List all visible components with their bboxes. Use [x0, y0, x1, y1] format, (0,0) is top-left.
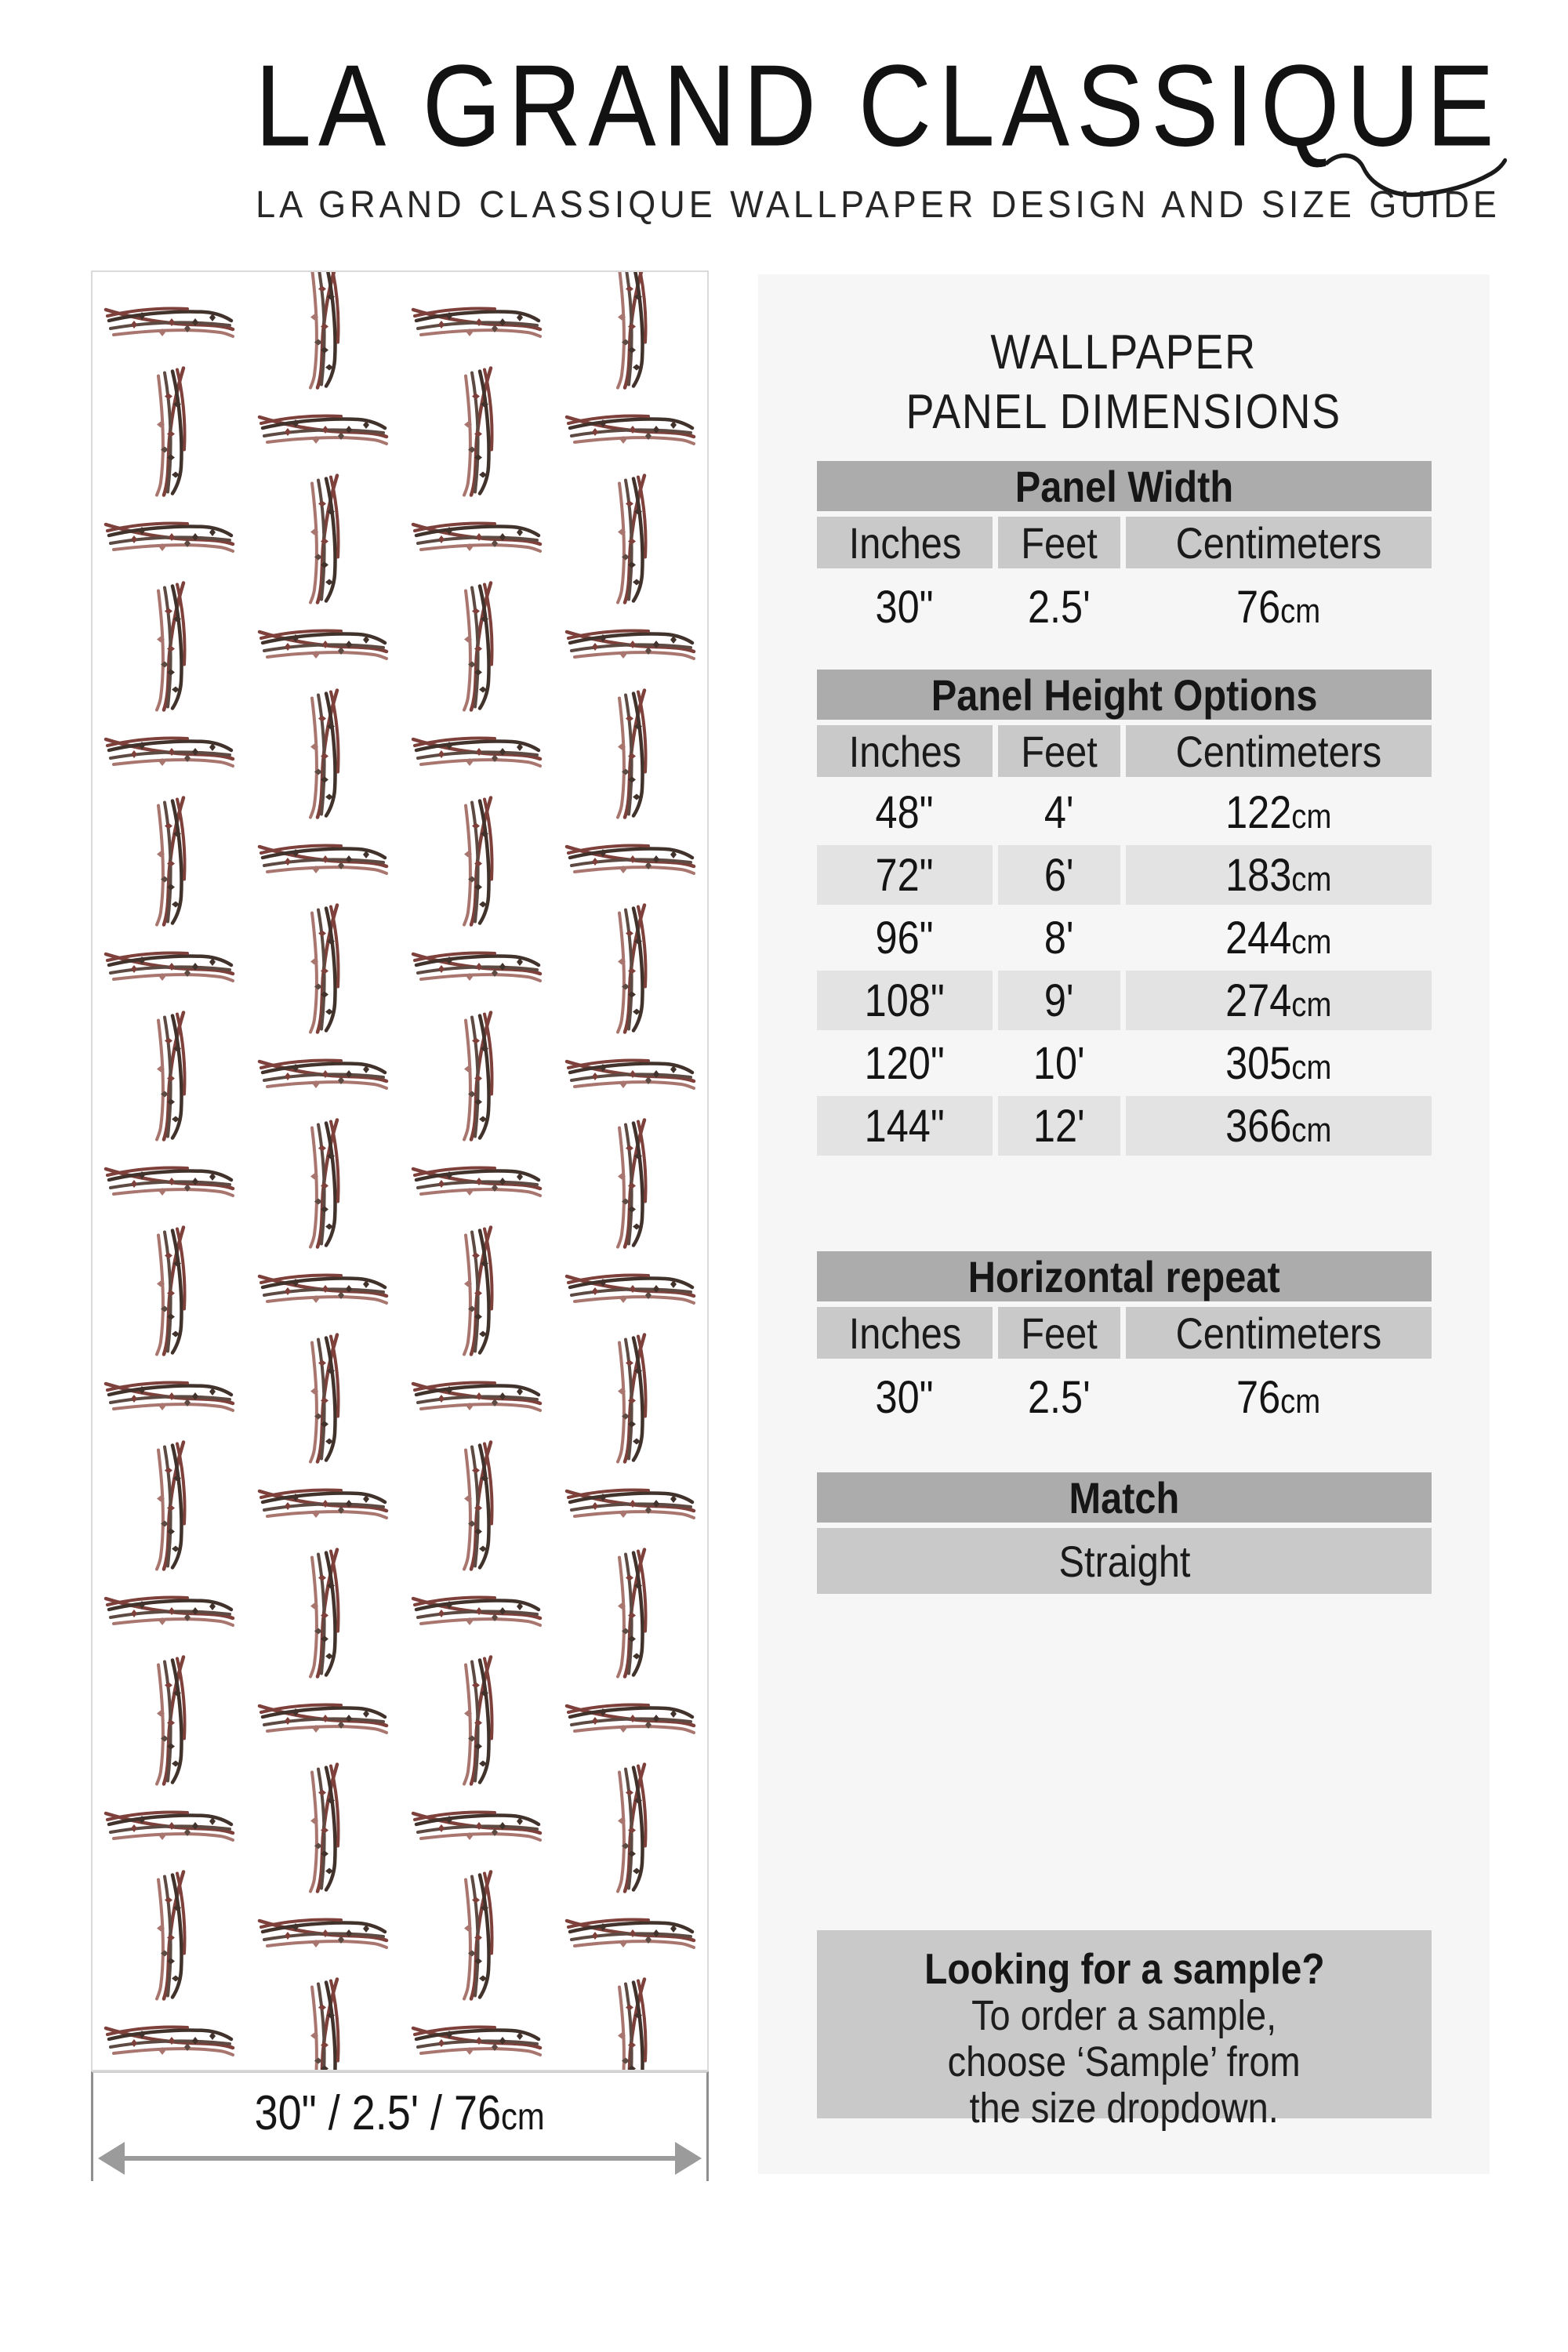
height-feet: 4' [1044, 786, 1074, 838]
height-inches: 108" [817, 971, 993, 1030]
twig-motif-vertical [146, 1859, 193, 2012]
height-inches: 144" [817, 1096, 993, 1156]
width-dimension-area [91, 2071, 709, 2181]
twig-motif-horizontal [103, 1804, 236, 1851]
twig-motif-vertical [299, 1966, 347, 2072]
twig-motif-vertical [607, 1107, 654, 1260]
twig-motif-horizontal [103, 300, 236, 347]
sample-note-box [817, 1930, 1432, 2132]
twig-motif-horizontal [564, 622, 697, 670]
match-header: Match [817, 1472, 1432, 1523]
twig-motif-horizontal [564, 1052, 697, 1099]
panel-width-value-row [817, 574, 1432, 640]
horizontal-repeat-header: Horizontal repeat [817, 1251, 1432, 1301]
twig-motif-vertical [453, 785, 500, 938]
twig-motif-horizontal [410, 1804, 543, 1851]
twig-motif-horizontal [103, 730, 236, 777]
specs-heading-line1: WALLPAPER [990, 325, 1258, 379]
height-cm: 244cm [1225, 912, 1332, 964]
panel-width-cm: 76cm [1236, 581, 1321, 633]
arrow-left-icon [98, 2142, 125, 2175]
twig-motif-horizontal [410, 1374, 543, 1421]
twig-motif-horizontal [410, 300, 543, 347]
twig-motif-horizontal [103, 945, 236, 992]
specs-heading [758, 323, 1490, 442]
page-title [255, 39, 1501, 172]
height-feet: 6' [998, 845, 1120, 905]
wallpaper-pattern [91, 270, 709, 2071]
twig-motif-vertical [453, 570, 500, 723]
arrow-right-icon [675, 2142, 702, 2175]
twig-motif-vertical [299, 1751, 347, 1904]
twig-motif-horizontal [256, 1697, 390, 1744]
header [188, 39, 1568, 225]
sample-note-line: choose ‘Sample’ from [948, 2038, 1301, 2085]
horizontal-repeat-value-row [817, 1364, 1432, 1430]
twig-motif-horizontal [410, 1160, 543, 1207]
twig-motif-horizontal [410, 2019, 543, 2066]
repeat-cm: 76cm [1236, 1371, 1321, 1423]
twig-motif-vertical [146, 1000, 193, 1152]
twig-motif-horizontal [410, 945, 543, 992]
unit-centimeters: Centimeters [1126, 725, 1432, 777]
sample-note-line: To order a sample, [971, 1992, 1277, 2039]
twig-motif-horizontal [256, 1267, 390, 1314]
twig-motif-vertical [453, 1214, 500, 1367]
twig-motif-horizontal [256, 1911, 390, 1958]
unit-feet: Feet [998, 725, 1120, 777]
twig-motif-horizontal [103, 2019, 236, 2066]
twig-motif-horizontal [564, 408, 697, 455]
height-cm: 122cm [1225, 786, 1332, 838]
height-cm: 305cm [1225, 1037, 1332, 1089]
unit-inches: Inches [817, 1307, 993, 1359]
height-feet: 8' [1044, 912, 1074, 964]
twig-motif-horizontal [564, 1697, 697, 1744]
twig-motif-vertical [146, 355, 193, 508]
unit-inches: Inches [817, 517, 993, 568]
twig-motif-horizontal [410, 1589, 543, 1636]
height-feet: 12' [998, 1096, 1120, 1156]
match-value: Straight [817, 1528, 1432, 1594]
twig-motif-horizontal [564, 1482, 697, 1529]
page-title-text: LA GRAND CLASSIQUE [255, 41, 1501, 170]
twig-motif-vertical [299, 463, 347, 615]
height-inches: 48" [875, 786, 935, 838]
twig-motif-horizontal [256, 408, 390, 455]
height-feet: 10' [1033, 1037, 1085, 1089]
width-dimension-value: 30" / 2.5' / 76 [254, 2086, 502, 2140]
sample-note-title: Looking for a sample? [924, 1944, 1325, 1993]
panel-height-row [817, 782, 1432, 842]
panel-width-unit-row [817, 517, 1432, 568]
twig-motif-vertical [607, 892, 654, 1045]
twig-motif-vertical [299, 1537, 347, 1690]
height-inches: 72" [817, 845, 993, 905]
panel-height-row [817, 845, 1432, 905]
twig-motif-vertical [299, 677, 347, 830]
twig-motif-horizontal [256, 622, 390, 670]
twig-motif-horizontal [410, 730, 543, 777]
twig-motif-horizontal [103, 1374, 236, 1421]
twig-motif-vertical [607, 1322, 654, 1475]
height-cm: 183cm [1126, 845, 1432, 905]
unit-feet: Feet [998, 1307, 1120, 1359]
specs-panel [758, 274, 1490, 2174]
height-inches: 96" [875, 912, 935, 964]
twig-motif-vertical [453, 1859, 500, 2012]
wallpaper-preview [91, 270, 709, 2181]
twig-motif-vertical [299, 270, 347, 401]
panel-height-row [817, 971, 1432, 1030]
sample-note-line: the size dropdown. [969, 2085, 1279, 2132]
height-feet: 9' [998, 971, 1120, 1030]
height-cm: 274cm [1126, 971, 1432, 1030]
unit-feet: Feet [998, 517, 1120, 568]
twig-motif-horizontal [103, 1589, 236, 1636]
panel-height-row [817, 1033, 1432, 1093]
width-arrow-shaft [120, 2156, 680, 2161]
twig-motif-vertical [299, 1107, 347, 1260]
twig-motif-vertical [146, 1644, 193, 1797]
panel-width-header: Panel Width [817, 461, 1432, 511]
twig-motif-horizontal [564, 837, 697, 884]
panel-height-row [817, 908, 1432, 967]
horizontal-repeat-unit-row [817, 1307, 1432, 1359]
twig-motif-vertical [453, 1000, 500, 1152]
width-dimension-label [93, 2085, 706, 2141]
twig-motif-vertical [299, 892, 347, 1045]
twig-motif-vertical [146, 570, 193, 723]
twig-motif-vertical [453, 355, 500, 508]
twig-motif-vertical [607, 1751, 654, 1904]
twig-motif-horizontal [103, 1160, 236, 1207]
height-inches: 120" [864, 1037, 946, 1089]
twig-motif-vertical [299, 1322, 347, 1475]
panel-width-feet: 2.5' [1028, 581, 1091, 633]
height-cm: 366cm [1126, 1096, 1432, 1156]
width-dimension-unit: cm [501, 2096, 546, 2138]
specs-heading-line2: PANEL DIMENSIONS [906, 385, 1342, 439]
twig-motif-vertical [146, 1429, 193, 1582]
twig-motif-vertical [146, 785, 193, 938]
twig-motif-vertical [453, 1644, 500, 1797]
unit-centimeters: Centimeters [1126, 517, 1432, 568]
twig-motif-horizontal [410, 515, 543, 562]
panel-height-header: Panel Height Options [817, 670, 1432, 720]
twig-motif-horizontal [256, 1482, 390, 1529]
twig-motif-vertical [607, 1537, 654, 1690]
twig-motif-horizontal [103, 515, 236, 562]
panel-width-inches: 30" [875, 581, 935, 633]
twig-motif-vertical [607, 1966, 654, 2072]
twig-motif-vertical [453, 1429, 500, 1582]
twig-motif-horizontal [256, 837, 390, 884]
twig-motif-horizontal [256, 1052, 390, 1099]
repeat-feet: 2.5' [1028, 1371, 1091, 1423]
twig-motif-vertical [146, 1214, 193, 1367]
unit-centimeters: Centimeters [1126, 1307, 1432, 1359]
twig-motif-horizontal [564, 1267, 697, 1314]
unit-inches: Inches [817, 725, 993, 777]
twig-motif-horizontal [564, 1911, 697, 1958]
panel-height-unit-row [817, 725, 1432, 777]
twig-motif-vertical [607, 463, 654, 615]
page-subtitle: LA GRAND CLASSIQUE WALLPAPER DESIGN AND SIZE GUIDE [256, 182, 1501, 226]
twig-motif-vertical [607, 677, 654, 830]
repeat-inches: 30" [875, 1371, 935, 1423]
panel-height-row [817, 1096, 1432, 1156]
twig-motif-vertical [607, 270, 654, 401]
